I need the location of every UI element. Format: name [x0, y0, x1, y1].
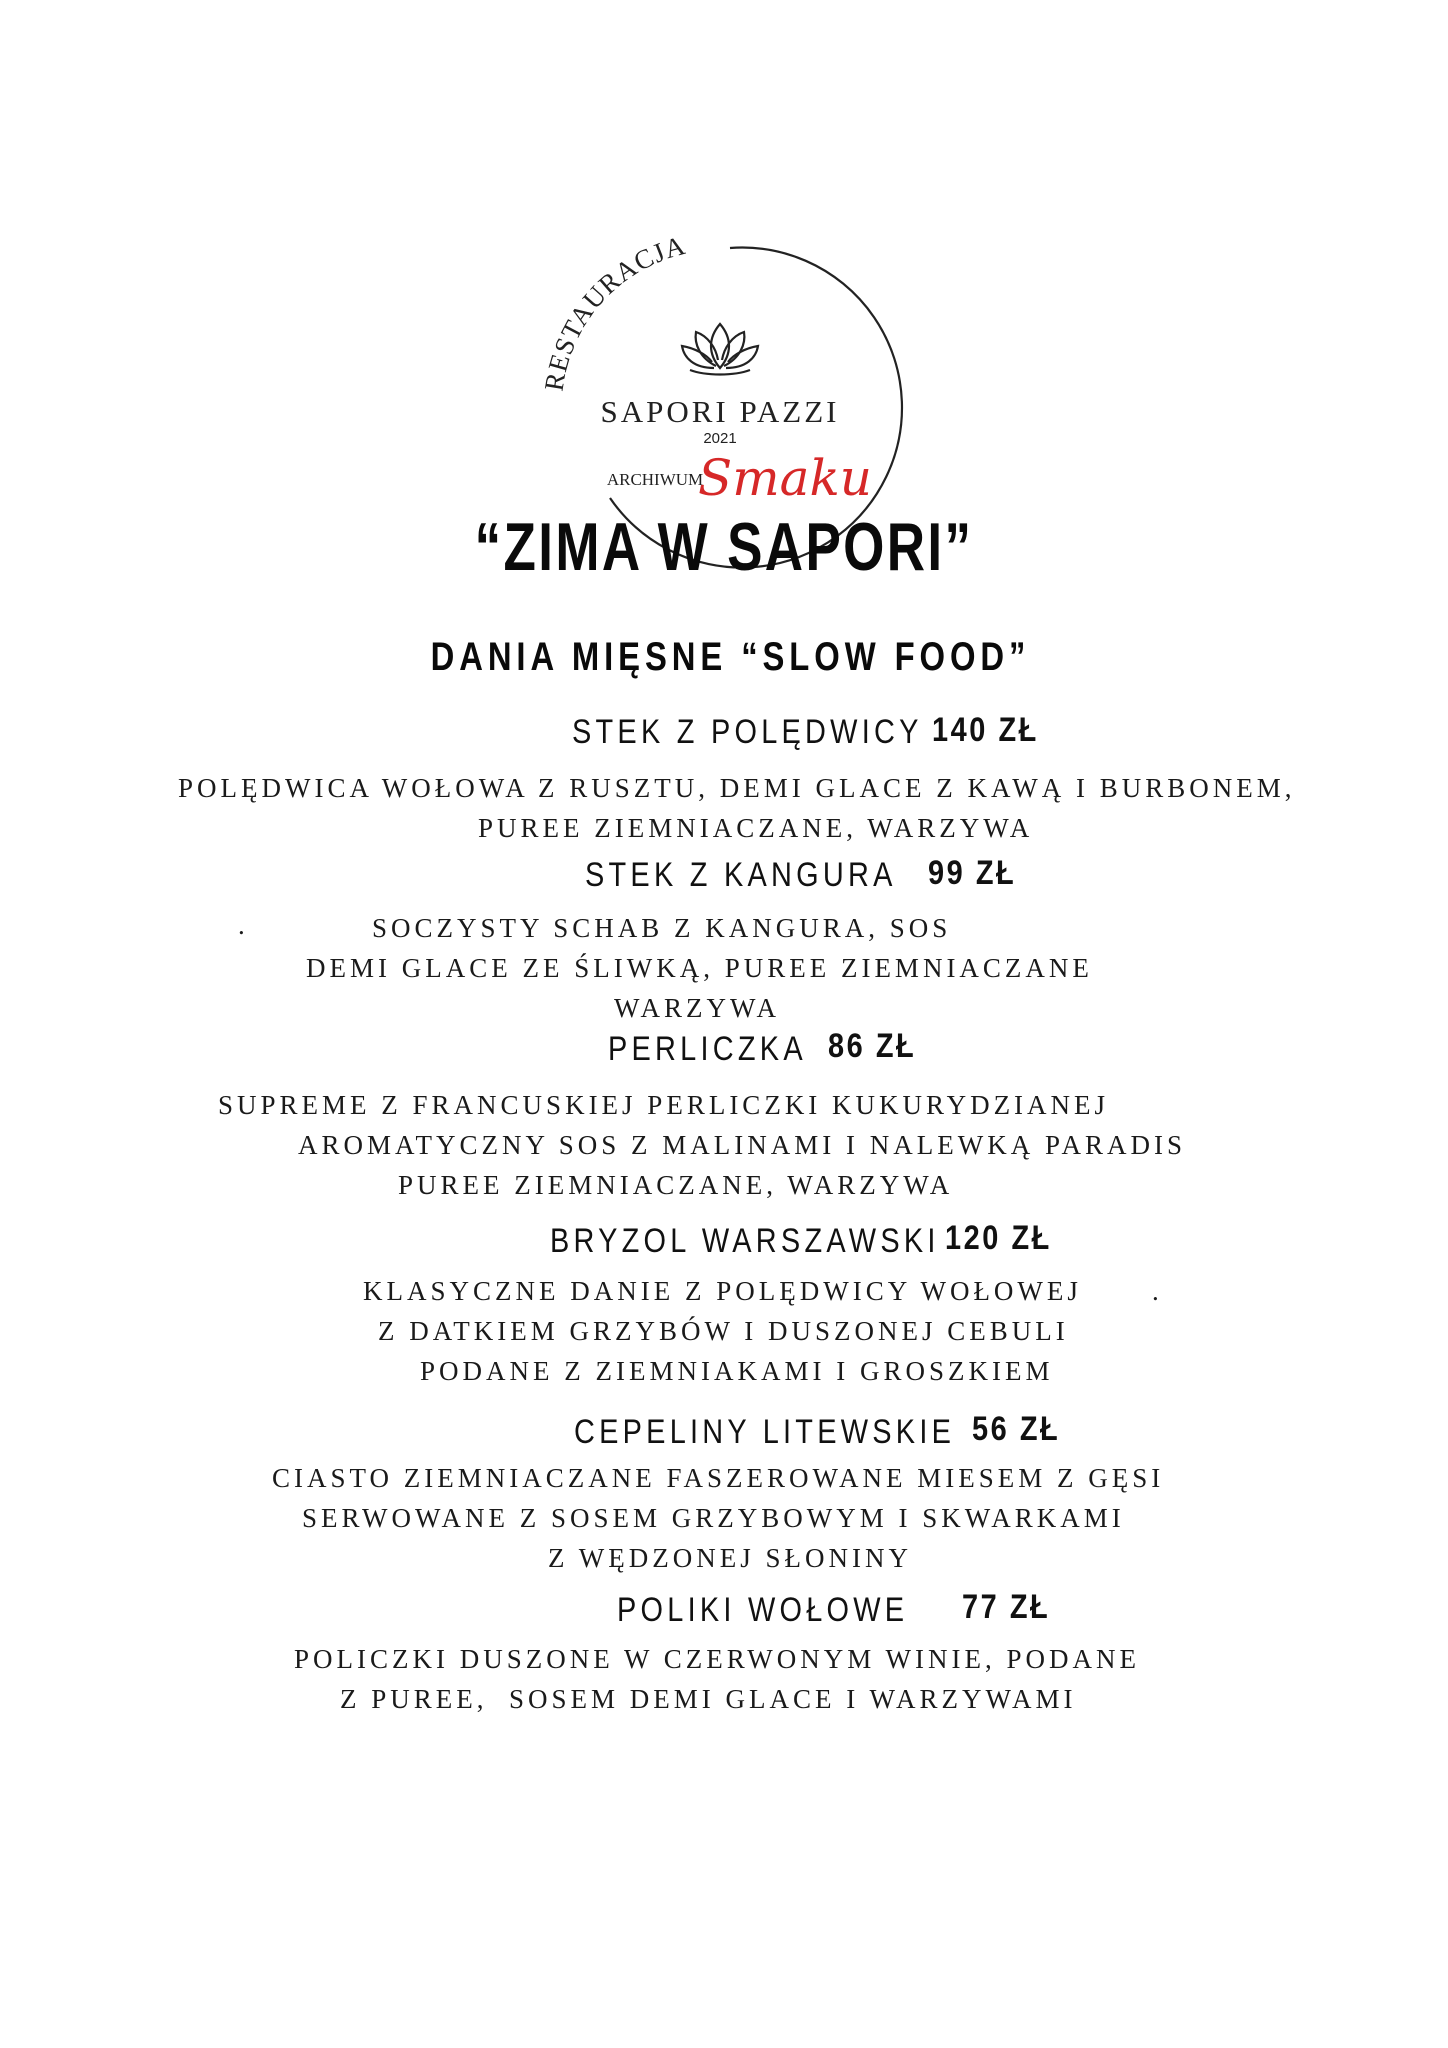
dish-description-line: POLICZKI DUSZONE W CZERWONYM WINIE, PODANE — [294, 1644, 1140, 1674]
restaurant-logo — [538, 229, 900, 520]
dish-description-line: POLĘDWICA WOŁOWA Z RUSZTU, DEMI GLACE Z KAWĄ I BURBONEM, — [178, 773, 1296, 803]
dish-description-line: . — [238, 910, 249, 940]
lotus-icon — [682, 324, 758, 375]
dish-description-line: Z DATKIEM GRZYBÓW I DUSZONEJ CEBULI — [378, 1316, 1069, 1346]
dish-name: STEK Z POLĘDWICY — [572, 713, 923, 751]
dish-price: 140 ZŁ — [932, 711, 1039, 749]
dish-description-line: SUPREME Z FRANCUSKIEJ PERLICZKI KUKURYDZIANEJ — [218, 1090, 1110, 1120]
dish-price: 77 ZŁ — [962, 1588, 1051, 1626]
dish-description-line: WARZYWA — [614, 993, 780, 1023]
dish-description-line: SOCZYSTY SCHAB Z KANGURA, SOS — [372, 913, 952, 943]
logo-name: SAPORI PAZZI — [600, 394, 840, 429]
dish-description-line: SERWOWANE Z SOSEM GRZYBOWYM I SKWARKAMI — [302, 1503, 1125, 1533]
dish-price: 120 ZŁ — [945, 1219, 1052, 1257]
dish-name: STEK Z KANGURA — [585, 856, 897, 894]
dish-description-line: KLASYCZNE DANIE Z POLĘDWICY WOŁOWEJ — [363, 1276, 1082, 1306]
logo-archive-label: ARCHIWUM — [606, 470, 704, 489]
logo-script-word: Smaku — [698, 449, 872, 507]
dish-description-line: Z WĘDZONEJ SŁONINY — [548, 1543, 912, 1573]
dish-name: CEPELINY LITEWSKIE — [574, 1413, 956, 1451]
dish-description-line: PODANE Z ZIEMNIAKAMI I GROSZKIEM — [420, 1356, 1054, 1386]
logo-arc-text: RESTAURACJA — [538, 229, 689, 393]
dish-price: 86 ZŁ — [828, 1027, 917, 1065]
section-title: DANIA MIĘSNE “SLOW FOOD” — [430, 635, 1031, 679]
dish-name: PERLICZKA — [608, 1030, 807, 1068]
dish-name: POLIKI WOŁOWE — [617, 1591, 909, 1629]
dish-description-line: PUREE ZIEMNIACZANE, WARZYWA — [478, 813, 1034, 843]
dish-description-line: Z PUREE, SOSEM DEMI GLACE I WARZYWAMI — [340, 1684, 1077, 1714]
dish-description-line: . — [1152, 1276, 1163, 1306]
page-title: “ZIMA W SAPORI” — [474, 509, 974, 585]
dish-description-line: PUREE ZIEMNIACZANE, WARZYWA — [398, 1170, 954, 1200]
dish-price: 56 ZŁ — [972, 1410, 1061, 1448]
dish-description-line: CIASTO ZIEMNIACZANE FASZEROWANE MIESEM Z GĘSI — [272, 1463, 1165, 1493]
dish-name: BRYZOL WARSZAWSKI — [550, 1222, 940, 1260]
logo-graphic — [538, 229, 900, 520]
dish-price: 99 ZŁ — [928, 854, 1017, 892]
dish-description-line: DEMI GLACE ZE ŚLIWKĄ, PUREE ZIEMNIACZANE — [306, 953, 1093, 983]
dish-description-line: AROMATYCZNY SOS Z MALINAMI I NALEWKĄ PARADIS — [298, 1130, 1187, 1160]
logo-year: 2021 — [703, 430, 737, 447]
